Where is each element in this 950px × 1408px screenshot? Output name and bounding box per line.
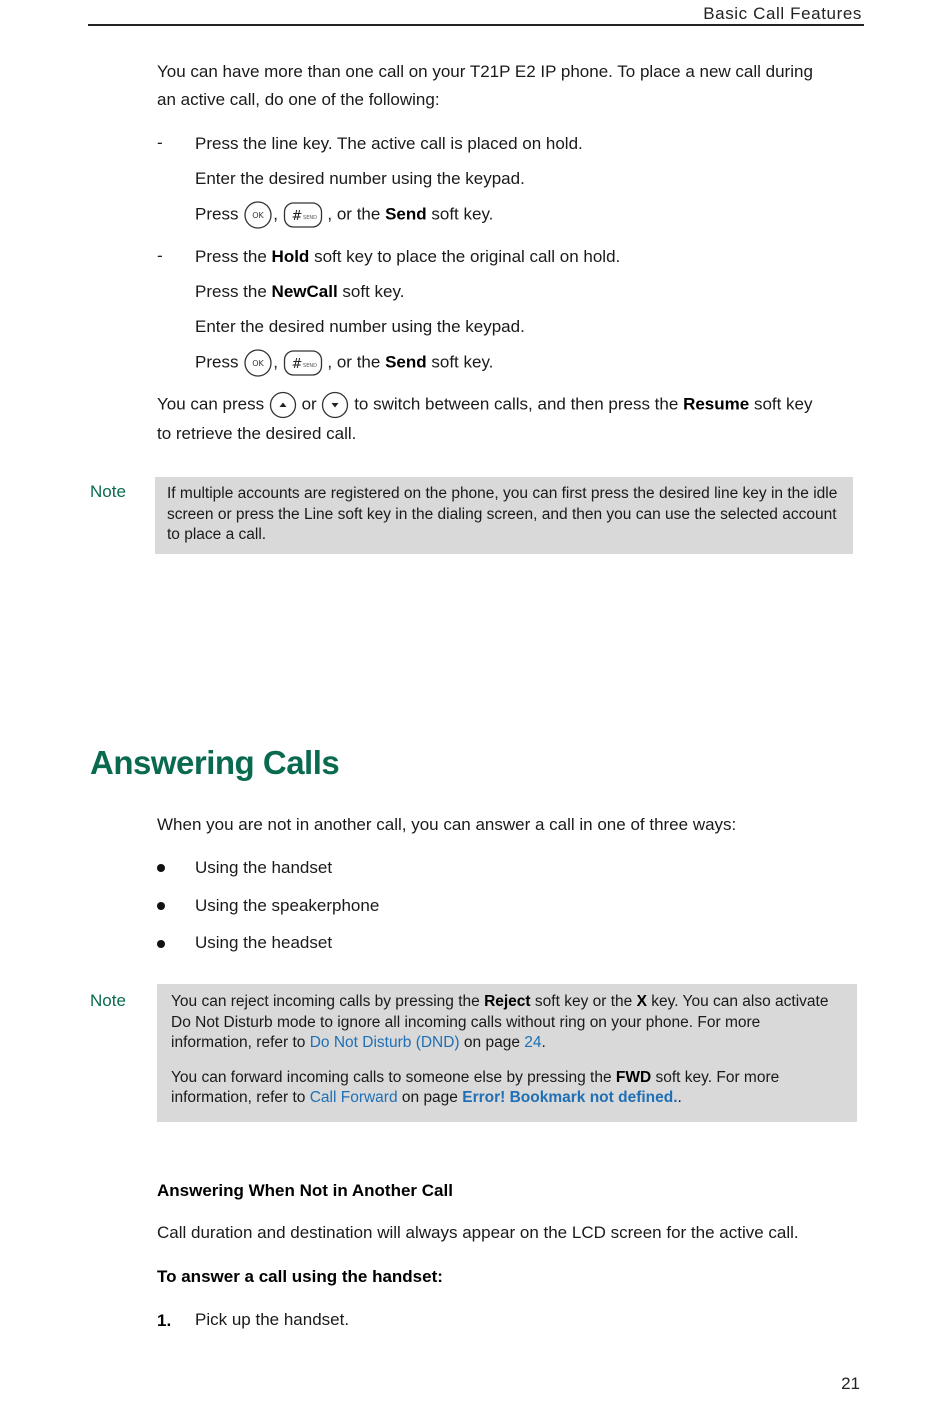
subsection-text: Call duration and destination will always appear on the LCD screen for the active call. — [157, 1223, 799, 1242]
comma: , — [273, 204, 278, 224]
option-2-dash: - — [157, 246, 163, 265]
option-1-step-1: Press the line key. The active call is placed on hold. — [195, 134, 583, 153]
note-box — [157, 984, 857, 1122]
page-number: 21 — [841, 1374, 860, 1393]
text: soft key — [753, 394, 813, 414]
list-item: Using the headset — [195, 933, 333, 952]
step-text: Pick up the handset. — [195, 1310, 350, 1329]
page-link[interactable]: 24 — [524, 1034, 542, 1051]
intro-line-2: an active call, do one of the following: — [157, 90, 440, 109]
fwd-soft-key-label: FWD — [615, 1068, 652, 1086]
subsection-heading: Answering When Not in Another Call — [157, 1181, 453, 1200]
hash-send-key-icon — [283, 201, 323, 229]
note-label: Note — [90, 482, 126, 501]
procedure-heading: To answer a call using the handset: — [157, 1267, 443, 1286]
switch-line-1 — [157, 391, 813, 419]
text: or — [301, 394, 317, 414]
note-paragraph-2 — [171, 1068, 843, 1109]
option-2-step-2 — [195, 281, 404, 303]
note-box — [155, 477, 853, 554]
intro-paragraph — [157, 58, 857, 114]
text: on page — [401, 1089, 458, 1106]
text: Press the — [195, 247, 267, 266]
note-paragraph-1 — [171, 992, 843, 1054]
text: You can press — [157, 394, 265, 414]
intro-line-1: You can have more than one call on your T21P E2 IP phone. To place a new call during — [157, 62, 813, 81]
option-1-step-2: Enter the desired number using the keypad. — [195, 169, 525, 188]
text: on page — [463, 1034, 520, 1051]
text: . — [541, 1034, 546, 1051]
ok-key-icon — [243, 200, 273, 230]
option-2-step-1 — [195, 246, 620, 268]
down-arrow-key-icon — [321, 391, 349, 419]
list-item: Using the handset — [195, 858, 333, 877]
running-header: Basic Call Features — [703, 4, 862, 23]
bullet-dot — [157, 902, 165, 910]
text: soft key. For more information, refer to — [171, 1068, 780, 1106]
resume-soft-key-label: Resume — [683, 394, 750, 414]
or-the-text: , or the — [327, 352, 381, 372]
section-heading: Answering Calls — [90, 744, 340, 781]
list-item: Using the speakerphone — [195, 896, 380, 915]
send-soft-key-label: Send — [385, 204, 427, 224]
newcall-soft-key-label: NewCall — [271, 282, 338, 301]
up-arrow-key-icon — [269, 391, 297, 419]
press-text: Press — [195, 352, 239, 372]
option-1-dash: - — [157, 133, 163, 152]
text: to switch between calls, and then press the — [354, 394, 679, 414]
soft-key-text: soft key. — [431, 204, 494, 224]
svg-text:OK: OK — [252, 359, 264, 368]
bookmark-error-link[interactable]: Error! Bookmark not defined. — [462, 1089, 678, 1106]
svg-text:#: # — [291, 209, 303, 224]
comma: , — [273, 352, 278, 372]
option-1-step-3 — [195, 200, 493, 230]
text: soft key. — [342, 282, 405, 301]
bullet-dot — [157, 864, 165, 872]
hold-soft-key-label: Hold — [271, 247, 310, 266]
note-text: If multiple accounts are registered on the phone, you can first press the desired line key in the idle screen or press the Line soft key in the dialing screen, and then you can use the selected account to place a call. — [167, 485, 838, 543]
text: . — [677, 1089, 682, 1106]
header-rule — [88, 24, 864, 26]
soft-key-text: soft key. — [431, 352, 494, 372]
option-2-step-3: Enter the desired number using the keypad. — [195, 317, 525, 336]
dnd-link[interactable]: Do Not Disturb — [309, 1034, 412, 1051]
text: You can reject incoming calls by pressing the — [171, 993, 480, 1010]
step-number: 1. — [157, 1311, 172, 1330]
svg-text:SEND: SEND — [302, 363, 317, 369]
hash-send-key-icon — [283, 349, 323, 377]
note-label: Note — [90, 991, 126, 1010]
text: key. You can also activate Do Not Disturb mode to ignore all incoming calls without ring on your phone. For more information, refer to — [171, 993, 829, 1051]
text: soft key to place the original call on hold. — [314, 247, 621, 266]
bullet-dot — [157, 940, 165, 948]
svg-text:OK: OK — [252, 211, 264, 220]
section-intro: When you are not in another call, you can answer a call in one of three ways: — [157, 815, 737, 834]
text: soft key or the — [534, 993, 633, 1010]
press-text: Press — [195, 204, 239, 224]
or-the-text: , or the — [327, 204, 381, 224]
dnd-link-suffix[interactable]: (DND) — [415, 1034, 460, 1051]
text: Press the — [195, 282, 267, 301]
call-forward-link[interactable]: Call Forward — [309, 1089, 398, 1106]
ok-key-icon — [243, 348, 273, 378]
text: You can forward incoming calls to someone else by pressing the — [171, 1068, 612, 1086]
svg-text:SEND: SEND — [302, 215, 317, 221]
svg-text:#: # — [291, 357, 303, 372]
switch-line-2: to retrieve the desired call. — [157, 424, 357, 443]
x-key-label: X — [636, 993, 647, 1010]
option-2-step-4 — [195, 348, 493, 378]
send-soft-key-label: Send — [385, 352, 427, 372]
reject-soft-key-label: Reject — [484, 993, 531, 1010]
